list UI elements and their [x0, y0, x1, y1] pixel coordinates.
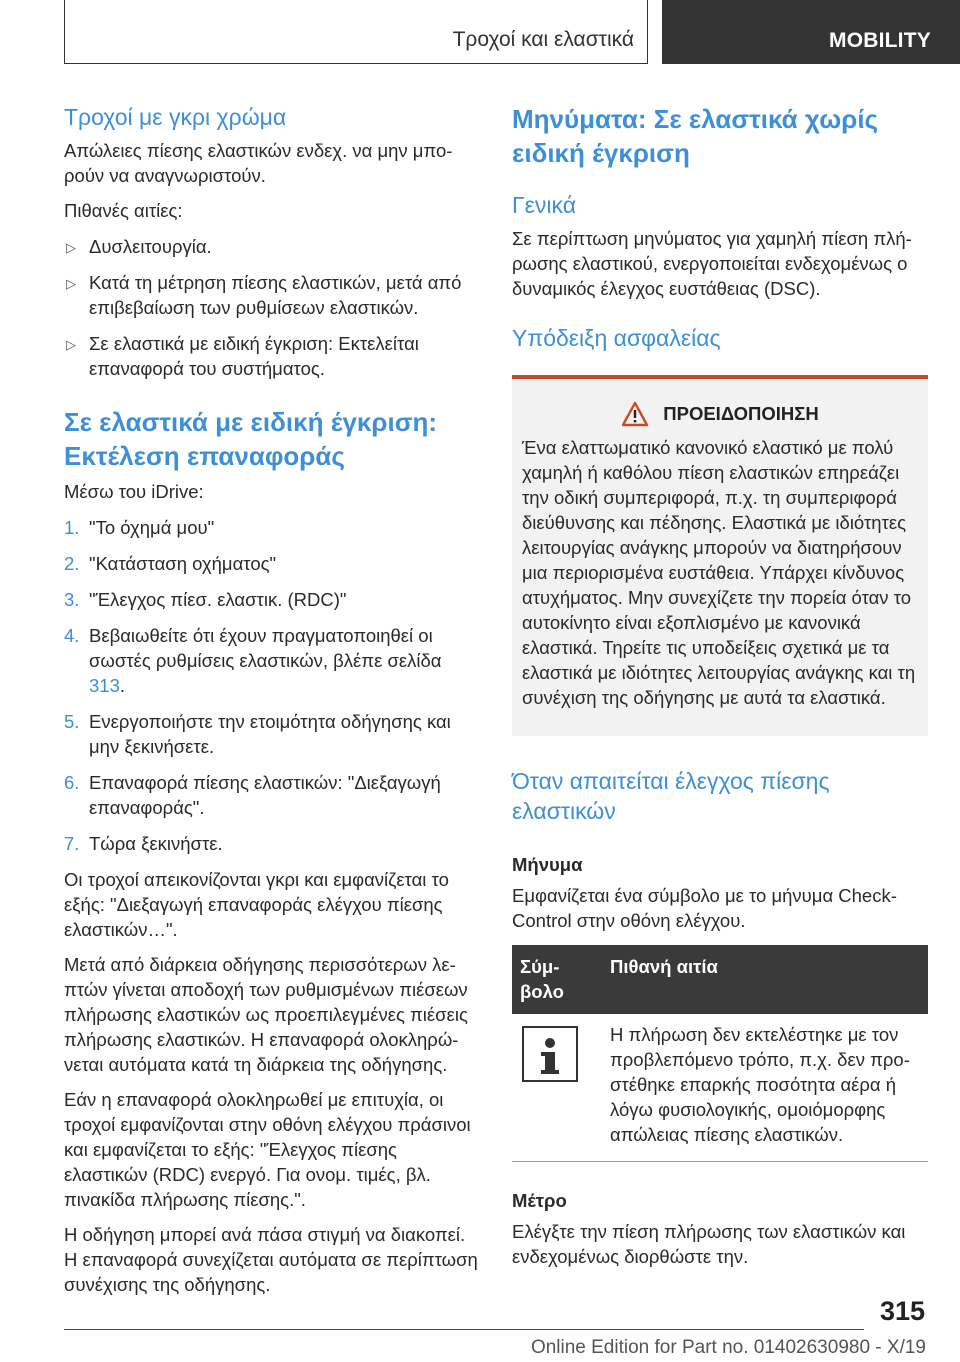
- list-item: 1. "Το όχημά μου": [64, 517, 215, 538]
- paragraph-status: Οι τροχοί απεικονίζονται γκρι και εμφανίζεται το εξής: "Διεξαγωγή επαναφοράς ελέγχου πίεσης ελαστικών…".: [64, 869, 449, 940]
- measure-label: Μέτρο: [512, 1190, 567, 1211]
- table-row: [512, 1014, 928, 1162]
- right-column: [512, 96, 928, 1269]
- page-link[interactable]: 313: [89, 675, 120, 696]
- message-label: Μήνυμα: [512, 854, 583, 875]
- causes-label: Πιθανές αιτίες:: [64, 200, 183, 221]
- list-item: 6. Επαναφορά πίεσης ελαστικών: "Διεξαγωγή επαναφοράς".: [64, 772, 441, 818]
- measure-text: Ελέγξτε την πίεση πλήρωσης των ελαστικών και ενδεχομένως διορθώστε την.: [512, 1221, 906, 1267]
- paragraph-grey: Απώλειες πίεσης ελαστικών ενδεχ. να μην μπορούν να αναγνωριστούν.: [64, 140, 453, 186]
- bullet-triangle-icon: ▷: [66, 240, 76, 255]
- edition-note: Online Edition for Part no. 01402630980 - X/19: [530, 1337, 926, 1358]
- left-column: [64, 96, 480, 1297]
- bullet-triangle-icon: ▷: [66, 276, 76, 291]
- column-header-symbol: Σύμβολο: [512, 945, 602, 1014]
- info-icon: [522, 1026, 578, 1082]
- warning-triangle-icon: [621, 401, 649, 427]
- heading-grey-wheels: Τροχοί με γκρι χρώμα: [64, 104, 287, 130]
- paragraph-success: Εάν η επαναφορά ολοκληρωθεί με επιτυχία, οι τροχοί εμφανίζονται στην οθόνη ελέγχου πράσινοι και εμφανίζεται το εξής: "Έλεγχος πίεσης ελαστικών (RDC) ενεργό. Για ονομ. τιμές, βλ. πινακίδα πλήρωσης πίεσης.".: [64, 1089, 471, 1210]
- section-title: Τροχοί και ελαστικά: [452, 28, 634, 51]
- list-item: 2. "Κατάσταση οχήματος": [64, 553, 277, 574]
- list-item: 3. "Έλεγχος πίεσ. ελαστικ. (RDC)": [64, 589, 347, 610]
- paragraph-interrupt: Η οδήγηση μπορεί ανά πάσα στιγμή να διακοπεί. Η επαναφορά συνεχίζεται αυτόματα σε περίπτωση συνέχισης της οδήγησης.: [64, 1224, 478, 1295]
- symbol-table: [512, 945, 928, 1162]
- paragraph-duration: Μετά από διάρκεια οδήγησης περισσότερων λεπτών γίνεται αποδοχή των ρυθμισμένων πιέσεων πλήρωσης ελαστικών ως προεπιλεγμένες πιέσεις πλήρωσης ελαστικών. Η επαναφορά ολοκληρώνεται αυτόματα κατά τη διάρκεια της οδήγησης.: [64, 954, 468, 1075]
- heading-reset: Σε ελαστικά με ειδική έγκριση: Εκτέλεση επαναφοράς: [64, 407, 438, 471]
- warning-box: [512, 375, 928, 736]
- table-header-row: [512, 945, 928, 1014]
- heading-safety: Υπόδειξη ασφαλείας: [512, 325, 721, 351]
- warning-title: ΠΡΟΕΙΔΟΠΟΙΗΣΗ: [522, 401, 918, 427]
- symbol-cell: [512, 1014, 602, 1162]
- list-item: ▷ Κατά τη μέτρηση πίεσης ελαστικών, μετά από επιβεβαίωση των ρυθμίσεων ελαστικών.: [66, 272, 462, 318]
- warning-text: Ένα ελαττωματικό κανονικό ελαστικό με πολύ χαμηλή ή καθόλου πίεση ελαστικών επηρεάζει την οδική συμπεριφορά, π.χ. τη συμπεριφορά διεύθυνσης και πέδησης. Ελαστικά με ιδιότητες λειτουργίας ανάγκης μπορούν να διατηρήσουν μια περιορισμένα ευστάθεια. Υπάρχει κίνδυνος ατυχήματος. Μην συνεχίζετε την πορεία όταν το αυτοκίνητο είναι εξοπλισμένο με κανονικά ελαστικά. Τηρείτε τις υποδείξεις σχετικά με τα ελαστικά με ιδιότητες λειτουργίας ανάγκης και τη συνέχιση της οδήγησης με αυτά τα ελαστικά.: [522, 437, 916, 708]
- list-item: 4. Βεβαιωθείτε ότι έχουν πραγματοποιηθεί οι σωστές ρυθμίσεις ελαστικών, βλέπε σελίδα 313.: [64, 625, 442, 696]
- chapter-tab: MOBILITY: [662, 0, 960, 64]
- via-idrive: Μέσω του iDrive:: [64, 481, 204, 502]
- footer-divider: [64, 1329, 864, 1330]
- list-item: ▷ Σε ελαστικά με ειδική έγκριση: Εκτελείται επαναφορά του συστήματος.: [66, 333, 419, 379]
- message-text: Εμφανίζεται ένα σύμβολο με το μήνυμα Check-Control στην οθόνη ελέγχου.: [512, 885, 897, 931]
- paragraph-general: Σε περίπτωση μηνύματος για χαμηλή πίεση πλήρωσης ελαστικού, ενεργοποιείται ενδεχομένως ο δυναμικός έλεγχος ευστάθειας (DSC).: [512, 228, 912, 299]
- heading-general: Γενικά: [512, 192, 577, 218]
- page-number: 315: [880, 1296, 926, 1326]
- cause-cell: Η πλήρωση δεν εκτελέστηκε με τον προβλεπόμενο τρόπο, π.χ. δεν προστέθηκε επαρκής ποσότητα αέρα ή λόγω φυσιολογικής, ομοιόμορφης απώλειας πίεσης ελαστικών.: [602, 1014, 928, 1162]
- bullet-triangle-icon: ▷: [66, 337, 76, 352]
- list-item: 7. Τώρα ξεκινήστε.: [64, 833, 223, 854]
- column-header-cause: Πιθανή αιτία: [602, 945, 928, 1014]
- heading-messages: Μηνύματα: Σε ελαστικά χωρίς ειδική έγκριση: [512, 104, 879, 168]
- list-item: 5. Ενεργοποιήστε την ετοιμότητα οδήγησης και μην ξεκινήσετε.: [64, 711, 451, 757]
- heading-check: Όταν απαιτείται έλεγχος πίεσης ελαστικών: [512, 768, 830, 824]
- list-item: ▷ Δυσλειτουργία.: [64, 234, 480, 259]
